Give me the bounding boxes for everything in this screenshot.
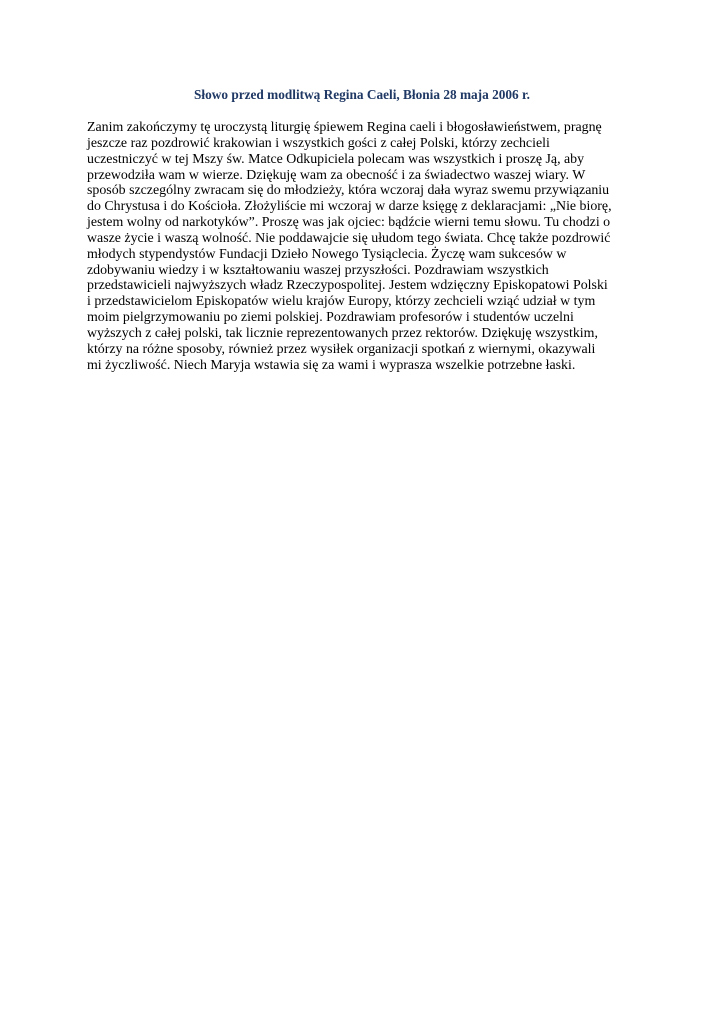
paragraph-line: mi życzliwość. Niech Maryja wstawia się za wami i wyprasza wszelkie potrzebne łaski. <box>87 357 576 373</box>
paragraph-line: wasze życie i waszą wolność. Nie poddawajcie się ułudom tego świata. Chcę także pozdrowić <box>87 230 611 246</box>
paragraph-line: młodych stypendystów Fundacji Dzieło Nowego Tysiąclecia. Życzę wam sukcesów w <box>87 246 567 262</box>
paragraph-line: którzy na różne sposoby, również przez wysiłek organizacji spotkań z wiernymi, okazywali <box>87 341 596 357</box>
paragraph-line: sposób szczególny zwracam się do młodzieży, która wczoraj dała wyraz swemu przywiązaniu <box>87 183 610 199</box>
paragraph-line: uczestniczyć w tej Mszy św. Matce Odkupiciela polecam was wszystkich i proszę Ją, aby <box>87 151 585 167</box>
paragraph-line: przewodziła wam w wierze. Dziękuję wam za obecność i za świadectwo waszej wiary. W <box>87 167 586 183</box>
body-paragraph <box>87 120 647 374</box>
paragraph-line: zdobywaniu wiedzy i w kształtowaniu waszej przyszłości. Pozdrawiam wszystkich <box>87 262 549 278</box>
paragraph-line: i przedstawicielom Episkopatów wielu krajów Europy, którzy zechcieli wziąć udział w tym <box>87 294 596 310</box>
paragraph-line: wyższych z całej polski, tak licznie reprezentowanych przez rektorów. Dziękuję wszystkim, <box>87 325 598 341</box>
paragraph-line: moim pielgrzymowaniu po ziemi polskiej. Pozdrawiam profesorów i studentów uczelni <box>87 310 574 326</box>
document-title: Słowo przed modlitwą Regina Caeli, Błonia 28 maja 2006 r. <box>194 87 530 102</box>
paragraph-line: jestem wolny od narkotyków”. Proszę was jak ojciec: bądźcie wierni temu słowu. Tu chodzi o <box>87 215 611 231</box>
paragraph-line: do Chrystusa i do Kościoła. Złożyliście mi wczoraj w darze księgę z deklaracjami: „Nie biorę, <box>87 199 612 215</box>
paragraph-line: przedstawicieli najwyższych władz Rzeczypospolitej. Jestem wdzięczny Episkopatowi Polski <box>87 278 608 294</box>
paragraph-line: jeszcze raz pozdrowić krakowian i wszystkich gości z całej Polski, którzy zechcieli <box>87 135 550 151</box>
paragraph-line: Zanim zakończymy tę uroczystą liturgię śpiewem Regina caeli i błogosławieństwem, pragnę <box>87 120 602 135</box>
